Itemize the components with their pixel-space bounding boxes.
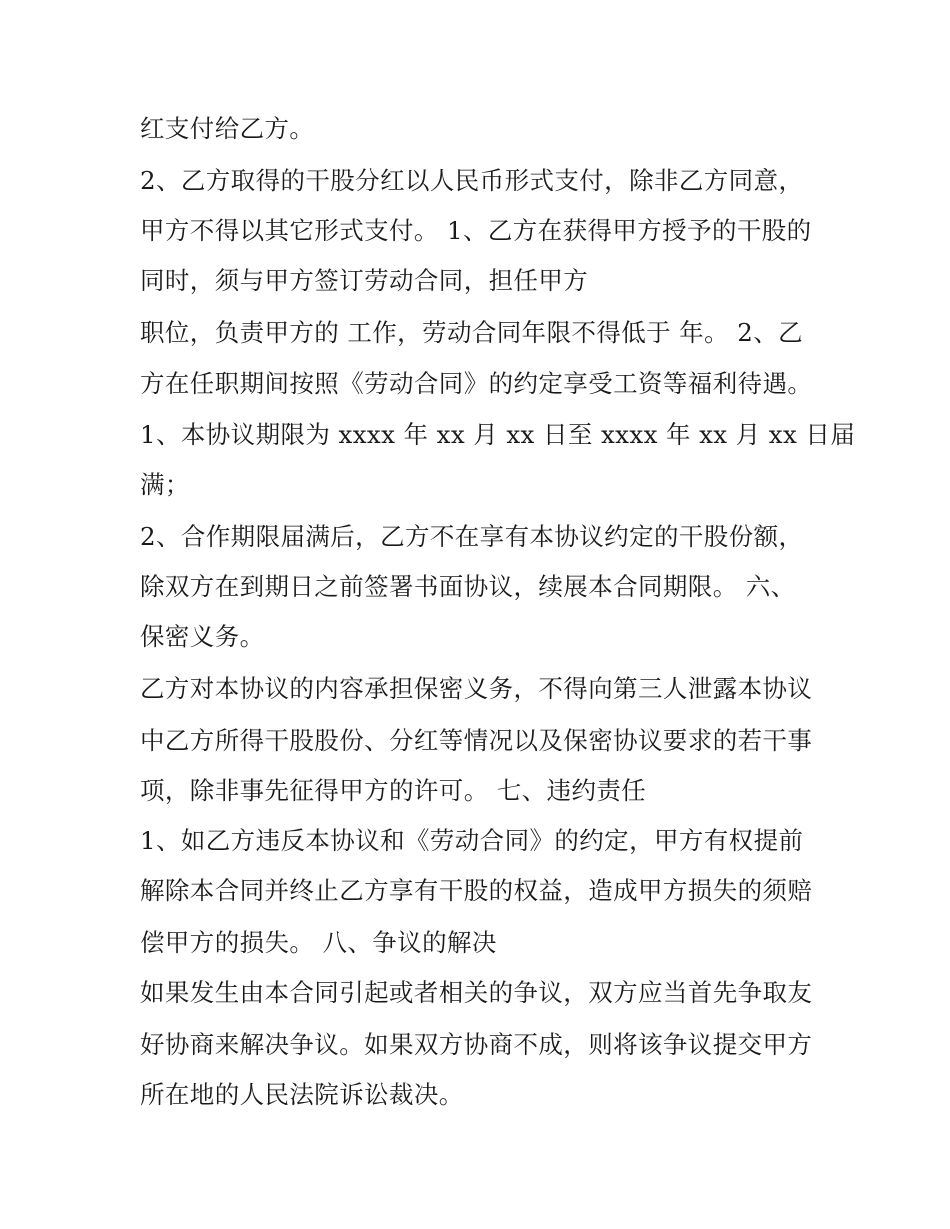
text-line: 2、合作期限届满后，乙方不在享有本协议约定的干股份额， xyxy=(140,522,804,551)
text-line: 保密义务。 xyxy=(140,622,265,651)
text-line: 同时，须与甲方签订劳动合同，担任甲方 xyxy=(140,266,589,295)
text-line: 所在地的人民法院诉讼裁决。 xyxy=(140,1080,464,1109)
text-line: 方在任职期间按照《劳动合同》的约定享受工资等福利待遇。 xyxy=(140,369,813,398)
text-line: 解除本合同并终止乙方享有干股的权益，造成甲方损失的须赔 xyxy=(140,876,813,905)
text-line: 职位，负责甲方的 工作，劳动合同年限不得低于 年。 2、乙 xyxy=(140,318,804,347)
text-line: 乙方对本协议的内容承担保密义务，不得向第三人泄露本协议 xyxy=(140,674,813,703)
text-line: 2、乙方取得的干股分红以人民币形式支付，除非乙方同意， xyxy=(140,166,804,195)
text-line: 满； xyxy=(140,470,190,499)
text-line: 项，除非事先征得甲方的许可。 七、违约责任 xyxy=(140,776,647,805)
text-line: 1、如乙方违反本协议和《劳动合同》的约定，甲方有权提前 xyxy=(140,826,804,855)
text-line: 除双方在到期日之前签署书面协议，续展本合同期限。 六、 xyxy=(140,572,796,601)
text-line: 1、本协议期限为 xxxx 年 xx 月 xx 日至 xxxx 年 xx 月 xx 日届 xyxy=(140,420,856,449)
text-line: 甲方不得以其它形式支付。 1、乙方在获得甲方授予的干股的 xyxy=(140,216,812,245)
text-line: 偿甲方的损失。 八、争议的解决 xyxy=(140,928,497,957)
text-line: 中乙方所得干股股份、分红等情况以及保密协议要求的若干事 xyxy=(140,726,813,755)
text-line: 如果发生由本合同引起或者相关的争议，双方应当首先争取友 xyxy=(140,978,813,1007)
text-line: 好协商来解决争议。如果双方协商不成，则将该争议提交甲方 xyxy=(140,1030,813,1059)
text-line: 红支付给乙方。 xyxy=(140,114,315,143)
